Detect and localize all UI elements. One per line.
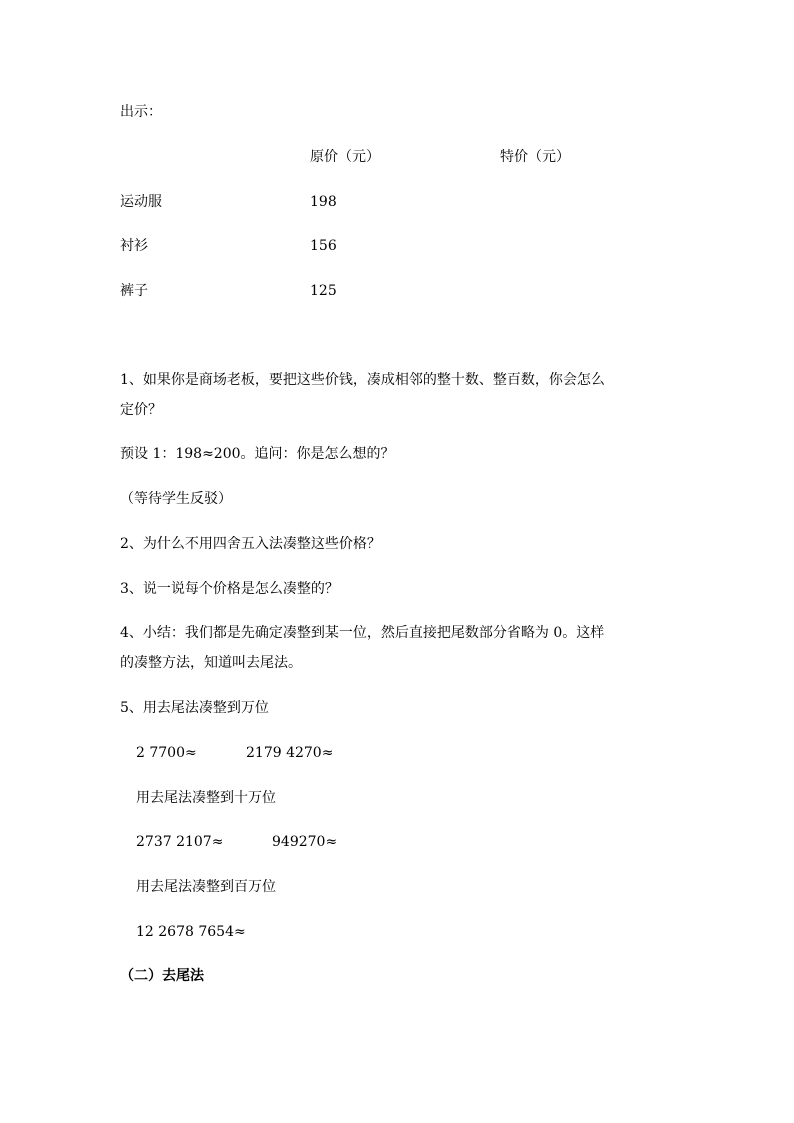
exercise-3: 12 2678 7654≈	[136, 924, 246, 940]
subtask-2: 用去尾法凑整到百万位	[136, 879, 276, 895]
section-heading: （二）去尾法	[120, 968, 204, 984]
question-5-title: 5、用去尾法凑整到万位	[120, 700, 269, 716]
exercise-2b: 949270≈	[272, 834, 338, 850]
exercise-1a: 2 7700≈	[136, 745, 197, 761]
question-4-line-2: 的凑整方法，知道叫去尾法。	[120, 655, 302, 671]
wait-text: （等待学生反驳）	[120, 491, 232, 507]
intro-text: 出示：	[120, 104, 162, 120]
question-1-line-1: 1、如果你是商场老板，要把这些价钱，凑成相邻的整十数、整百数，你会怎么	[120, 372, 605, 388]
header-original-price: 原价（元）	[310, 149, 380, 165]
question-2: 2、为什么不用四舍五入法凑整这些价格？	[120, 536, 381, 552]
preset-text: 预设 1：198≈200。追问：你是怎么想的？	[120, 446, 395, 462]
header-special-price: 特价（元）	[500, 149, 570, 165]
row-item-sportswear: 运动服	[120, 194, 162, 210]
question-1-line-2: 定价？	[120, 402, 162, 418]
row-price-sportswear: 198	[310, 194, 337, 210]
exercise-1b: 2179 4270≈	[246, 745, 334, 761]
row-price-shirt: 156	[310, 238, 337, 254]
row-item-pants: 裤子	[120, 283, 148, 299]
exercise-2a: 2737 2107≈	[136, 834, 224, 850]
subtask-1: 用去尾法凑整到十万位	[136, 790, 276, 806]
question-4-line-1: 4、小结：我们都是先确定凑整到某一位，然后直接把尾数部分省略为 0。这样	[120, 625, 605, 641]
row-item-shirt: 衬衫	[120, 238, 148, 254]
question-3: 3、说一说每个价格是怎么凑整的？	[120, 581, 339, 597]
row-price-pants: 125	[310, 283, 337, 299]
